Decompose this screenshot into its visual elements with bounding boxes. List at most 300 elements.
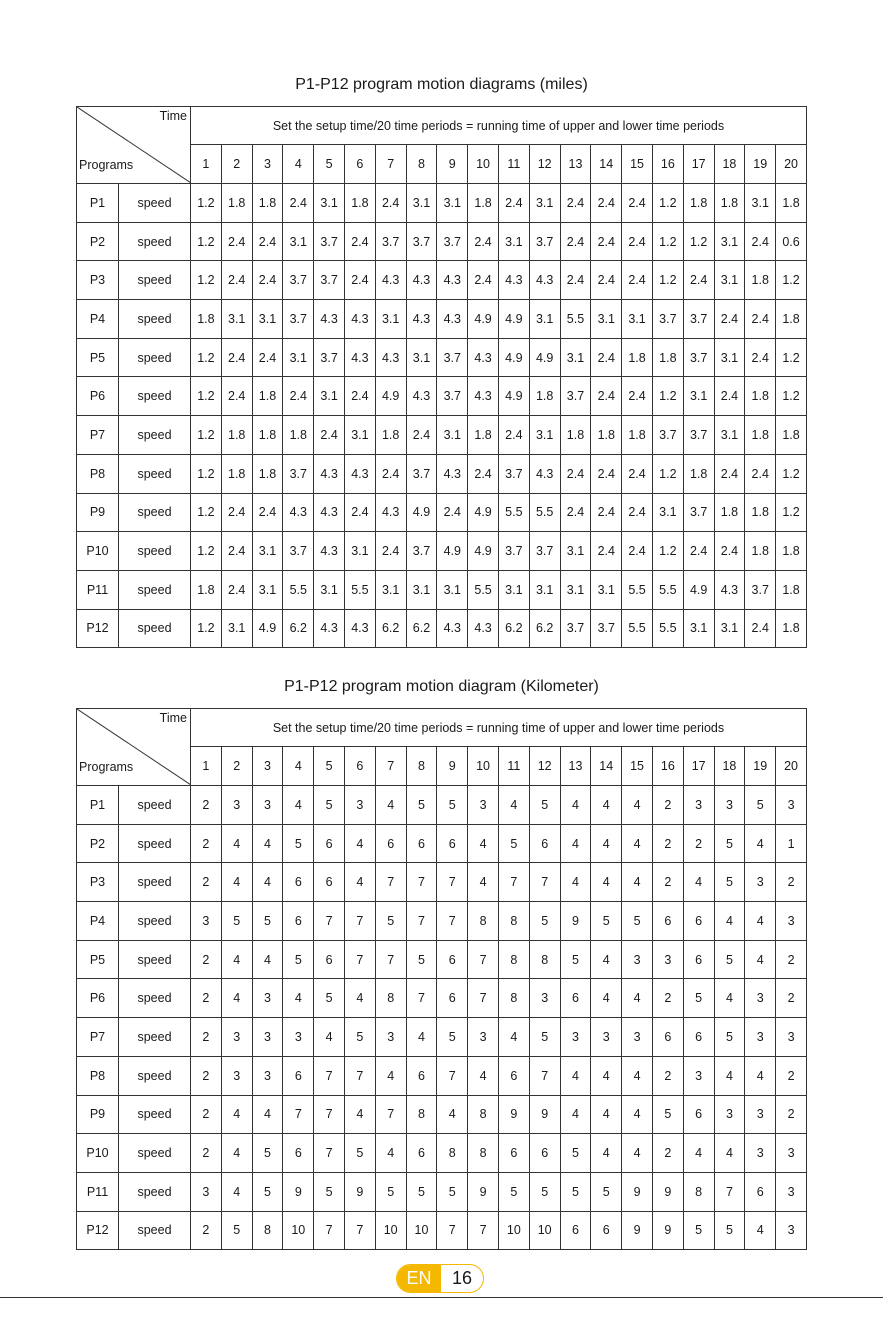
speed-value-cell: 3 bbox=[221, 786, 252, 825]
speed-value-cell: 5 bbox=[375, 1172, 406, 1211]
period-header: 5 bbox=[314, 145, 345, 184]
speed-value-cell: 6 bbox=[283, 1134, 314, 1173]
period-header: 19 bbox=[745, 145, 776, 184]
speed-value-cell: 3 bbox=[375, 1018, 406, 1057]
speed-value-cell: 8 bbox=[468, 902, 499, 941]
speed-value-cell: 4 bbox=[221, 1134, 252, 1173]
speed-value-cell: 3.1 bbox=[745, 184, 776, 223]
table-row bbox=[77, 940, 807, 979]
speed-value-cell: 3 bbox=[468, 1018, 499, 1057]
speed-value-cell: 2.4 bbox=[221, 338, 252, 377]
speed-value-cell: 3 bbox=[221, 1056, 252, 1095]
speed-value-cell: 4 bbox=[221, 1095, 252, 1134]
speed-value-cell: 3.1 bbox=[714, 416, 745, 455]
speed-value-cell: 3.7 bbox=[406, 532, 437, 571]
speed-value-cell: 2 bbox=[191, 863, 222, 902]
speed-value-cell: 4 bbox=[591, 1056, 622, 1095]
speed-value-cell: 4.3 bbox=[498, 261, 529, 300]
speed-value-cell: 5 bbox=[221, 1211, 252, 1250]
program-cell: P10 bbox=[77, 1134, 119, 1173]
speed-value-cell: 5 bbox=[344, 1018, 375, 1057]
speed-value-cell: 7 bbox=[375, 1095, 406, 1134]
speed-value-cell: 5.5 bbox=[652, 609, 683, 648]
speed-value-cell: 4.9 bbox=[498, 338, 529, 377]
speed-value-cell: 2.4 bbox=[375, 184, 406, 223]
speed-value-cell: 7 bbox=[468, 979, 499, 1018]
speed-value-cell: 3.1 bbox=[714, 261, 745, 300]
period-header: 17 bbox=[683, 145, 714, 184]
speed-value-cell: 4 bbox=[622, 786, 653, 825]
speed-value-cell: 8 bbox=[375, 979, 406, 1018]
program-cell: P4 bbox=[77, 300, 119, 339]
speed-value-cell: 1.8 bbox=[776, 416, 807, 455]
speed-value-cell: 2.4 bbox=[683, 532, 714, 571]
speed-value-cell: 3 bbox=[745, 1018, 776, 1057]
speed-value-cell: 7 bbox=[375, 863, 406, 902]
table-row bbox=[77, 454, 807, 493]
speed-label-cell: speed bbox=[119, 609, 191, 648]
speed-label-cell: speed bbox=[119, 786, 191, 825]
speed-value-cell: 3.1 bbox=[314, 570, 345, 609]
speed-value-cell: 4.3 bbox=[314, 609, 345, 648]
speed-value-cell: 3.1 bbox=[252, 300, 283, 339]
speed-value-cell: 3.1 bbox=[560, 532, 591, 571]
speed-value-cell: 4 bbox=[221, 979, 252, 1018]
speed-value-cell: 1.2 bbox=[191, 532, 222, 571]
speed-value-cell: 4 bbox=[591, 824, 622, 863]
program-cell: P6 bbox=[77, 979, 119, 1018]
speed-value-cell: 2.4 bbox=[714, 377, 745, 416]
speed-value-cell: 2.4 bbox=[252, 222, 283, 261]
program-cell: P2 bbox=[77, 222, 119, 261]
speed-value-cell: 4.3 bbox=[529, 261, 560, 300]
period-header: 13 bbox=[560, 145, 591, 184]
speed-value-cell: 4.3 bbox=[375, 261, 406, 300]
speed-value-cell: 4.3 bbox=[437, 261, 468, 300]
speed-value-cell: 3.1 bbox=[529, 416, 560, 455]
speed-value-cell: 5 bbox=[560, 1172, 591, 1211]
speed-value-cell: 7 bbox=[344, 1056, 375, 1095]
period-header: 6 bbox=[344, 145, 375, 184]
speed-value-cell: 4 bbox=[406, 1018, 437, 1057]
program-cell: P12 bbox=[77, 609, 119, 648]
program-cell: P9 bbox=[77, 1095, 119, 1134]
speed-value-cell: 7 bbox=[714, 1172, 745, 1211]
corner-cell bbox=[77, 107, 191, 184]
speed-value-cell: 4 bbox=[468, 863, 499, 902]
speed-value-cell: 3.7 bbox=[283, 300, 314, 339]
speed-value-cell: 2.4 bbox=[221, 570, 252, 609]
speed-label-cell: speed bbox=[119, 940, 191, 979]
program-cell: P8 bbox=[77, 454, 119, 493]
speed-value-cell: 2.4 bbox=[745, 609, 776, 648]
speed-value-cell: 4.9 bbox=[529, 338, 560, 377]
speed-value-cell: 3.1 bbox=[437, 570, 468, 609]
period-header: 2 bbox=[221, 145, 252, 184]
speed-value-cell: 4 bbox=[591, 786, 622, 825]
speed-value-cell: 2.4 bbox=[560, 222, 591, 261]
speed-value-cell: 2 bbox=[776, 863, 807, 902]
table-row bbox=[77, 300, 807, 339]
speed-value-cell: 6 bbox=[652, 1018, 683, 1057]
speed-value-cell: 4 bbox=[560, 824, 591, 863]
speed-value-cell: 9 bbox=[652, 1211, 683, 1250]
speed-value-cell: 2 bbox=[191, 824, 222, 863]
speed-value-cell: 6 bbox=[406, 1134, 437, 1173]
speed-value-cell: 1.2 bbox=[191, 454, 222, 493]
speed-label-cell: speed bbox=[119, 300, 191, 339]
speed-value-cell: 2 bbox=[652, 786, 683, 825]
program-cell: P5 bbox=[77, 940, 119, 979]
speed-value-cell: 1.8 bbox=[252, 454, 283, 493]
speed-value-cell: 6 bbox=[437, 979, 468, 1018]
speed-value-cell: 6 bbox=[498, 1134, 529, 1173]
speed-value-cell: 10 bbox=[406, 1211, 437, 1250]
speed-value-cell: 3.1 bbox=[252, 532, 283, 571]
speed-value-cell: 2 bbox=[652, 824, 683, 863]
footer-rule bbox=[0, 1297, 883, 1298]
speed-value-cell: 2.4 bbox=[591, 338, 622, 377]
speed-value-cell: 6.2 bbox=[406, 609, 437, 648]
speed-value-cell: 3 bbox=[714, 1095, 745, 1134]
km-table-title: P1-P12 program motion diagram (Kilometer) bbox=[284, 678, 599, 695]
table-row bbox=[77, 1095, 807, 1134]
speed-value-cell: 6 bbox=[560, 1211, 591, 1250]
speed-value-cell: 3 bbox=[529, 979, 560, 1018]
speed-value-cell: 5 bbox=[714, 1018, 745, 1057]
speed-value-cell: 8 bbox=[252, 1211, 283, 1250]
speed-value-cell: 5 bbox=[529, 786, 560, 825]
speed-value-cell: 8 bbox=[468, 1134, 499, 1173]
speed-value-cell: 3.7 bbox=[560, 609, 591, 648]
speed-value-cell: 7 bbox=[529, 863, 560, 902]
speed-value-cell: 3.7 bbox=[591, 609, 622, 648]
period-header: 12 bbox=[529, 747, 560, 786]
speed-label-cell: speed bbox=[119, 902, 191, 941]
speed-value-cell: 3 bbox=[252, 1056, 283, 1095]
speed-value-cell: 5.5 bbox=[498, 493, 529, 532]
period-header: 15 bbox=[622, 747, 653, 786]
speed-value-cell: 3.1 bbox=[560, 570, 591, 609]
speed-value-cell: 5 bbox=[591, 1172, 622, 1211]
speed-value-cell: 3.1 bbox=[406, 338, 437, 377]
speed-value-cell: 1.2 bbox=[652, 377, 683, 416]
speed-value-cell: 2.4 bbox=[591, 454, 622, 493]
speed-value-cell: 9 bbox=[344, 1172, 375, 1211]
speed-value-cell: 2.4 bbox=[468, 261, 499, 300]
speed-value-cell: 4 bbox=[683, 863, 714, 902]
speed-value-cell: 3.7 bbox=[683, 300, 714, 339]
speed-value-cell: 4 bbox=[375, 1134, 406, 1173]
header-note: Set the setup time/20 time periods = running time of upper and lower time periods bbox=[191, 709, 807, 747]
program-cell: P1 bbox=[77, 184, 119, 223]
speed-value-cell: 3.7 bbox=[683, 493, 714, 532]
speed-value-cell: 4.3 bbox=[406, 300, 437, 339]
period-header: 20 bbox=[776, 145, 807, 184]
speed-value-cell: 3 bbox=[344, 786, 375, 825]
speed-value-cell: 4 bbox=[591, 940, 622, 979]
speed-value-cell: 3.7 bbox=[283, 532, 314, 571]
speed-value-cell: 2.4 bbox=[591, 532, 622, 571]
speed-value-cell: 4.3 bbox=[468, 377, 499, 416]
table-row bbox=[77, 1018, 807, 1057]
speed-value-cell: 4.9 bbox=[468, 493, 499, 532]
speed-value-cell: 7 bbox=[437, 902, 468, 941]
speed-value-cell: 7 bbox=[406, 979, 437, 1018]
speed-label-cell: speed bbox=[119, 1172, 191, 1211]
speed-value-cell: 3.7 bbox=[529, 222, 560, 261]
program-cell: P1 bbox=[77, 786, 119, 825]
speed-value-cell: 3 bbox=[252, 979, 283, 1018]
speed-value-cell: 4 bbox=[714, 979, 745, 1018]
speed-value-cell: 4.3 bbox=[468, 609, 499, 648]
speed-value-cell: 2.4 bbox=[344, 261, 375, 300]
speed-value-cell: 3.7 bbox=[314, 338, 345, 377]
program-cell: P3 bbox=[77, 863, 119, 902]
speed-value-cell: 6 bbox=[683, 1018, 714, 1057]
speed-value-cell: 2.4 bbox=[498, 184, 529, 223]
table-row bbox=[77, 338, 807, 377]
speed-value-cell: 3 bbox=[622, 940, 653, 979]
speed-value-cell: 9 bbox=[529, 1095, 560, 1134]
speed-value-cell: 4.9 bbox=[375, 377, 406, 416]
speed-label-cell: speed bbox=[119, 1056, 191, 1095]
speed-value-cell: 9 bbox=[498, 1095, 529, 1134]
speed-value-cell: 3 bbox=[776, 902, 807, 941]
speed-value-cell: 1 bbox=[776, 824, 807, 863]
speed-label-cell: speed bbox=[119, 454, 191, 493]
speed-value-cell: 3.1 bbox=[314, 377, 345, 416]
speed-value-cell: 4.3 bbox=[344, 609, 375, 648]
speed-value-cell: 4.9 bbox=[406, 493, 437, 532]
speed-value-cell: 4 bbox=[252, 940, 283, 979]
speed-value-cell: 9 bbox=[622, 1172, 653, 1211]
program-cell: P9 bbox=[77, 493, 119, 532]
speed-value-cell: 4 bbox=[622, 979, 653, 1018]
speed-value-cell: 1.2 bbox=[776, 454, 807, 493]
speed-value-cell: 4.3 bbox=[437, 454, 468, 493]
period-header: 6 bbox=[344, 747, 375, 786]
speed-value-cell: 6 bbox=[406, 1056, 437, 1095]
speed-value-cell: 5.5 bbox=[283, 570, 314, 609]
speed-value-cell: 7 bbox=[314, 1211, 345, 1250]
speed-value-cell: 1.8 bbox=[745, 416, 776, 455]
period-header: 9 bbox=[437, 145, 468, 184]
speed-value-cell: 3.1 bbox=[622, 300, 653, 339]
speed-value-cell: 5 bbox=[745, 786, 776, 825]
speed-value-cell: 4.3 bbox=[529, 454, 560, 493]
speed-value-cell: 4.9 bbox=[468, 300, 499, 339]
speed-value-cell: 4 bbox=[622, 1134, 653, 1173]
period-header: 12 bbox=[529, 145, 560, 184]
speed-value-cell: 4 bbox=[745, 1056, 776, 1095]
speed-value-cell: 3.7 bbox=[652, 416, 683, 455]
speed-value-cell: 3 bbox=[745, 1134, 776, 1173]
speed-value-cell: 3.7 bbox=[375, 222, 406, 261]
speed-value-cell: 6 bbox=[314, 824, 345, 863]
speed-value-cell: 10 bbox=[529, 1211, 560, 1250]
speed-value-cell: 3 bbox=[560, 1018, 591, 1057]
speed-label-cell: speed bbox=[119, 824, 191, 863]
speed-value-cell: 2.4 bbox=[560, 493, 591, 532]
table-row bbox=[77, 493, 807, 532]
speed-value-cell: 4 bbox=[252, 824, 283, 863]
speed-value-cell: 1.2 bbox=[652, 261, 683, 300]
speed-value-cell: 2 bbox=[776, 1095, 807, 1134]
speed-value-cell: 4.3 bbox=[375, 493, 406, 532]
period-header: 7 bbox=[375, 145, 406, 184]
speed-value-cell: 4.9 bbox=[468, 532, 499, 571]
corner-programs-label: Programs bbox=[79, 158, 134, 172]
speed-value-cell: 2.4 bbox=[344, 493, 375, 532]
speed-value-cell: 3.1 bbox=[714, 609, 745, 648]
speed-value-cell: 7 bbox=[468, 940, 499, 979]
table-row bbox=[77, 222, 807, 261]
speed-value-cell: 8 bbox=[498, 979, 529, 1018]
speed-label-cell: speed bbox=[119, 222, 191, 261]
speed-value-cell: 4 bbox=[498, 1018, 529, 1057]
speed-value-cell: 6 bbox=[283, 1056, 314, 1095]
speed-label-cell: speed bbox=[119, 863, 191, 902]
speed-value-cell: 5 bbox=[437, 1172, 468, 1211]
speed-value-cell: 4 bbox=[622, 1095, 653, 1134]
speed-value-cell: 7 bbox=[344, 940, 375, 979]
speed-value-cell: 4.3 bbox=[468, 338, 499, 377]
speed-value-cell: 2.4 bbox=[591, 377, 622, 416]
speed-value-cell: 1.8 bbox=[468, 416, 499, 455]
speed-value-cell: 2.4 bbox=[221, 493, 252, 532]
speed-value-cell: 2.4 bbox=[745, 454, 776, 493]
speed-value-cell: 4.9 bbox=[498, 377, 529, 416]
speed-value-cell: 7 bbox=[344, 902, 375, 941]
period-header: 4 bbox=[283, 145, 314, 184]
speed-value-cell: 5.5 bbox=[344, 570, 375, 609]
speed-value-cell: 5.5 bbox=[529, 493, 560, 532]
speed-value-cell: 1.2 bbox=[191, 261, 222, 300]
speed-value-cell: 1.2 bbox=[776, 377, 807, 416]
speed-value-cell: 5 bbox=[283, 824, 314, 863]
speed-value-cell: 6 bbox=[437, 824, 468, 863]
speed-value-cell: 3 bbox=[776, 1172, 807, 1211]
speed-label-cell: speed bbox=[119, 338, 191, 377]
speed-value-cell: 3.7 bbox=[498, 532, 529, 571]
speed-value-cell: 5 bbox=[314, 1172, 345, 1211]
speed-value-cell: 2 bbox=[191, 786, 222, 825]
speed-value-cell: 3.1 bbox=[652, 493, 683, 532]
speed-value-cell: 2.4 bbox=[745, 222, 776, 261]
speed-value-cell: 6 bbox=[283, 863, 314, 902]
speed-value-cell: 4 bbox=[560, 786, 591, 825]
speed-value-cell: 1.8 bbox=[683, 184, 714, 223]
speed-value-cell: 2 bbox=[191, 1056, 222, 1095]
speed-value-cell: 6 bbox=[314, 863, 345, 902]
program-cell: P11 bbox=[77, 1172, 119, 1211]
period-header: 8 bbox=[406, 145, 437, 184]
table-row bbox=[77, 824, 807, 863]
speed-value-cell: 7 bbox=[314, 1095, 345, 1134]
speed-value-cell: 3.7 bbox=[437, 338, 468, 377]
speed-value-cell: 2.4 bbox=[468, 454, 499, 493]
speed-value-cell: 5 bbox=[529, 902, 560, 941]
speed-value-cell: 2.4 bbox=[560, 261, 591, 300]
speed-value-cell: 6 bbox=[591, 1211, 622, 1250]
speed-value-cell: 2 bbox=[776, 1056, 807, 1095]
speed-value-cell: 7 bbox=[344, 1211, 375, 1250]
speed-value-cell: 4 bbox=[591, 1095, 622, 1134]
speed-value-cell: 8 bbox=[498, 940, 529, 979]
speed-value-cell: 5 bbox=[714, 863, 745, 902]
speed-value-cell: 2.4 bbox=[560, 454, 591, 493]
speed-value-cell: 2.4 bbox=[622, 184, 653, 223]
speed-value-cell: 3.7 bbox=[314, 261, 345, 300]
speed-value-cell: 4.3 bbox=[437, 609, 468, 648]
speed-value-cell: 4.3 bbox=[375, 338, 406, 377]
speed-value-cell: 2.4 bbox=[283, 184, 314, 223]
speed-value-cell: 2 bbox=[191, 1018, 222, 1057]
speed-value-cell: 6 bbox=[406, 824, 437, 863]
speed-label-cell: speed bbox=[119, 416, 191, 455]
page-badge bbox=[396, 1264, 484, 1293]
speed-value-cell: 4 bbox=[498, 786, 529, 825]
speed-value-cell: 3.7 bbox=[683, 338, 714, 377]
speed-value-cell: 3.7 bbox=[437, 222, 468, 261]
speed-value-cell: 5 bbox=[406, 1172, 437, 1211]
period-header: 11 bbox=[498, 747, 529, 786]
speed-value-cell: 3 bbox=[252, 786, 283, 825]
period-header: 5 bbox=[314, 747, 345, 786]
speed-value-cell: 9 bbox=[652, 1172, 683, 1211]
period-header: 19 bbox=[745, 747, 776, 786]
speed-value-cell: 5 bbox=[314, 786, 345, 825]
speed-value-cell: 6.2 bbox=[283, 609, 314, 648]
speed-value-cell: 4 bbox=[344, 979, 375, 1018]
program-cell: P4 bbox=[77, 902, 119, 941]
speed-value-cell: 2.4 bbox=[591, 184, 622, 223]
speed-value-cell: 3 bbox=[652, 940, 683, 979]
speed-value-cell: 3 bbox=[622, 1018, 653, 1057]
speed-value-cell: 1.2 bbox=[776, 261, 807, 300]
speed-value-cell: 2 bbox=[191, 1095, 222, 1134]
period-header: 3 bbox=[252, 747, 283, 786]
speed-value-cell: 4 bbox=[622, 1056, 653, 1095]
speed-value-cell: 0.6 bbox=[776, 222, 807, 261]
speed-value-cell: 4.3 bbox=[283, 493, 314, 532]
speed-value-cell: 2.4 bbox=[683, 261, 714, 300]
page-number: 16 bbox=[451, 1268, 473, 1288]
speed-value-cell: 4 bbox=[745, 1211, 776, 1250]
speed-value-cell: 4 bbox=[683, 1134, 714, 1173]
speed-value-cell: 3 bbox=[683, 1056, 714, 1095]
speed-value-cell: 3.7 bbox=[314, 222, 345, 261]
speed-value-cell: 2.4 bbox=[283, 377, 314, 416]
speed-value-cell: 4.9 bbox=[437, 532, 468, 571]
speed-value-cell: 6.2 bbox=[375, 609, 406, 648]
speed-value-cell: 1.8 bbox=[683, 454, 714, 493]
table-row bbox=[77, 261, 807, 300]
speed-value-cell: 4 bbox=[468, 1056, 499, 1095]
speed-value-cell: 4 bbox=[714, 902, 745, 941]
speed-value-cell: 3.1 bbox=[683, 377, 714, 416]
period-header: 10 bbox=[468, 747, 499, 786]
speed-value-cell: 5 bbox=[529, 1172, 560, 1211]
speed-value-cell: 1.2 bbox=[652, 454, 683, 493]
speed-value-cell: 1.8 bbox=[529, 377, 560, 416]
speed-value-cell: 2.4 bbox=[622, 261, 653, 300]
speed-value-cell: 2 bbox=[652, 863, 683, 902]
speed-value-cell: 1.2 bbox=[683, 222, 714, 261]
speed-value-cell: 1.8 bbox=[714, 184, 745, 223]
speed-value-cell: 5 bbox=[252, 1134, 283, 1173]
